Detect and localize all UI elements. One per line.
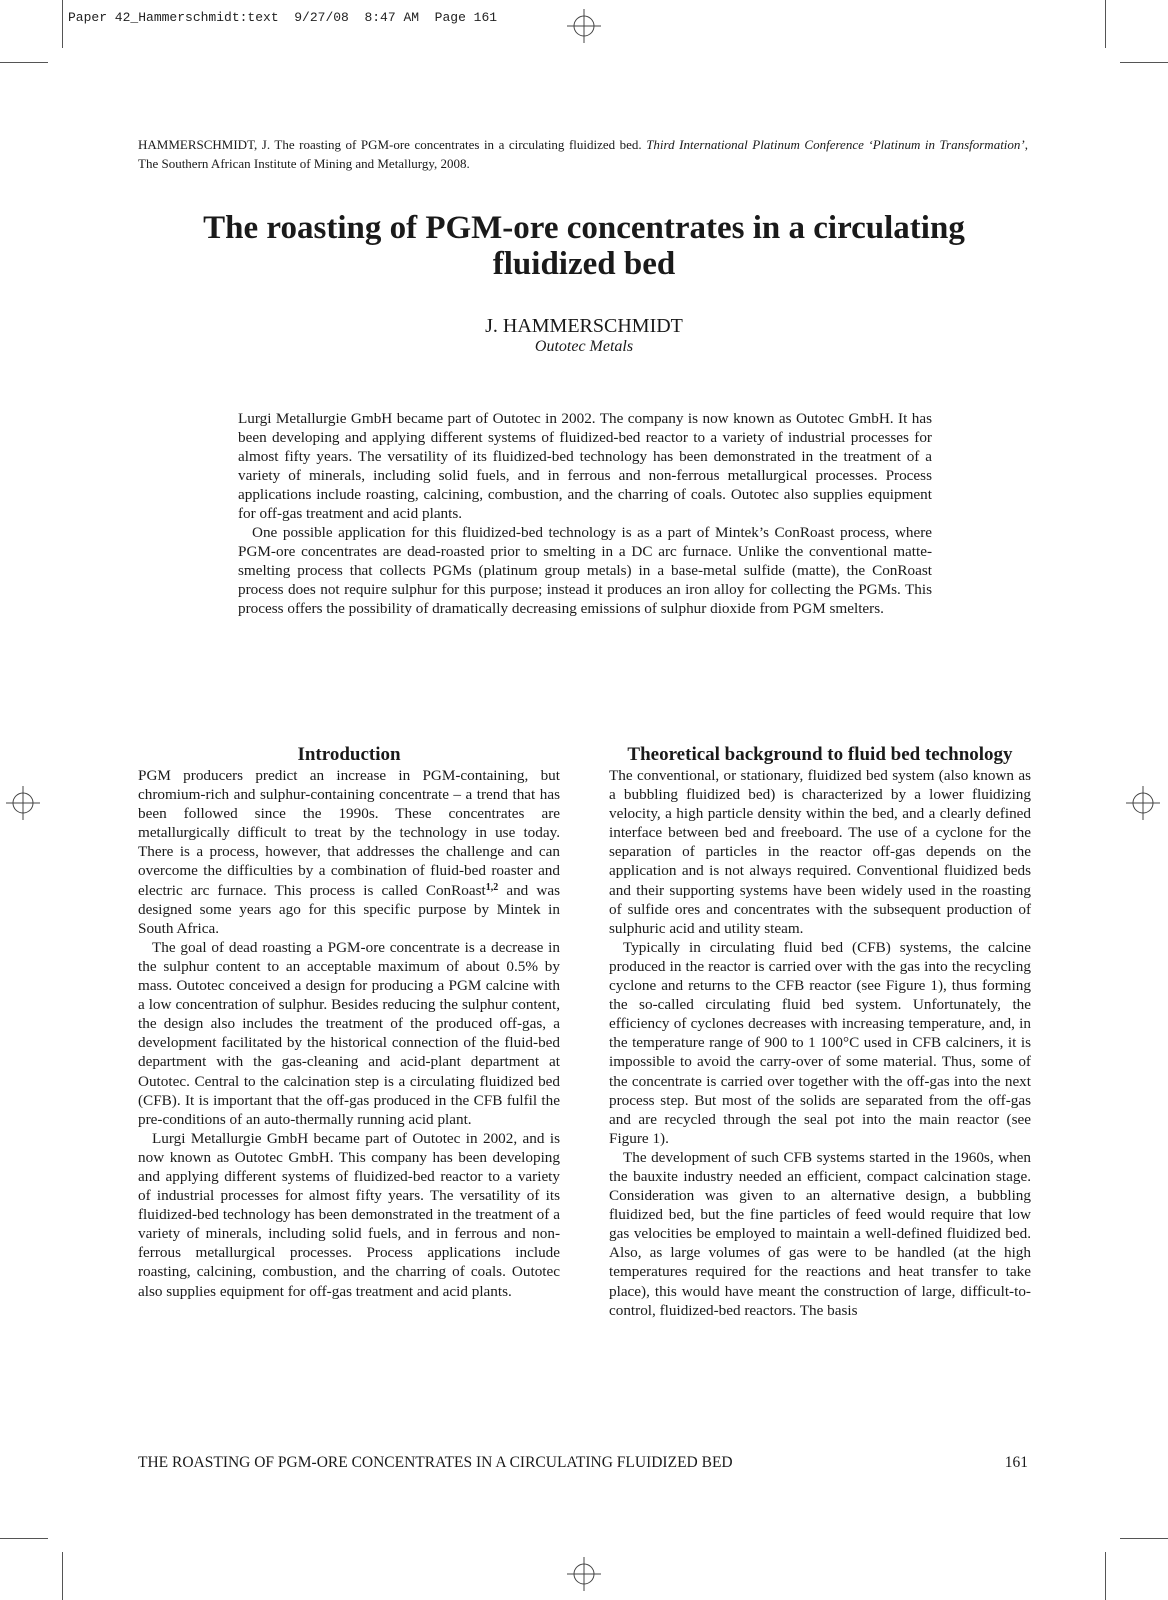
crop-mark-top-right-v: [1105, 0, 1106, 48]
body-paragraph: The conventional, or stationary, fluidized bed system (also known as a bubbling fluidized bed) is characterized by a lower fluidizing velocity, a high particle density within the bed, and a clearly defined interface between bed and freeboard. The use of a cyclone for the separation of particles in the reactor off-gas depends on the application and is not always required. Conventional fluidized beds and their supporting systems have been widely used in the roasting of sulfide ores and concentrates with the subsequent production of sulphuric acid and utility steam.: [609, 767, 1031, 937]
crop-mark-bottom-right-v: [1105, 1552, 1106, 1600]
theory-heading: Theoretical background to fluid bed technology: [627, 744, 1013, 765]
citation-prefix: HAMMERSCHMIDT, J. The roasting of PGM-ore concentrates in a circulating fluidized bed.: [138, 137, 647, 152]
registration-mark-bottom-icon: [567, 1557, 601, 1591]
page-number: 161: [1004, 1454, 1028, 1471]
introduction-heading: Introduction: [297, 744, 401, 765]
crop-mark-bottom-right-h: [1120, 1538, 1168, 1539]
citation-conference: Third International Platinum Conference ‘Platinum in Transformation’: [646, 137, 1025, 152]
reference-superscript: 1,2: [485, 881, 499, 893]
crop-mark-bottom-left-h: [0, 1538, 48, 1539]
body-paragraph: The goal of dead roasting a PGM-ore concentrate is a decrease in the sulphur content to an acceptable maximum of about 0.5% by mass. Outotec conceived a design for producing a PGM calcine with a low concentration of sulphur. Besides reducing the sulphur content, the design also includes the treatment of the produced off-gas, a development facilitated by the historical connection of the fluid-bed department with the gas-cleaning and acid-plant department at Outotec. Central to the calcination step is a circulating fluidized bed (CFB). It is important that the off-gas produced in the CFB fulfil the pre-conditions of an auto-thermally running acid plant.: [138, 938, 560, 1128]
body-paragraph: Lurgi Metallurgie GmbH became part of Outotec in 2002, and is now known as Outotec GmbH. This company has been developing and applying different systems of fluidized-bed reactor to a variety of industrial processes for almost fifty years. The versatility of its fluidized-bed technology has been demonstrated in the treatment of a variety of minerals, including solid fuels, and in ferrous and non-ferrous metallurgical processes. Process applications include roasting, calcining, combustion, and the charring of coals. Outotec also supplies equipment for off-gas treatment and acid plants.: [138, 1129, 560, 1300]
author-name: J. HAMMERSCHMIDT: [485, 315, 683, 337]
paragraph-text: and was designed some years ago for this specific purpose by Mintek in South Africa.: [138, 881, 560, 937]
registration-mark-top-icon: [567, 9, 601, 43]
body-paragraph: [138, 766, 560, 938]
theory-column: [609, 745, 1031, 1320]
crop-mark-top-right-h: [1120, 62, 1168, 63]
crop-mark-top-left-h: [0, 62, 48, 63]
print-slug: Paper 42_Hammerschmidt:text 9/27/08 8:47 AM Page 161: [68, 10, 498, 25]
body-paragraph: The development of such CFB systems started in the 1960s, when the bauxite industry needed an efficient, compact calcination stage. Consideration was given to an alternative design, a bubbling fluidized bed, but the fine particles of feed would require that low gas velocities be employed to maintain a well-defined fluidized bed. Also, as large volumes of gas were to be handled (at the high temperatures required for the reactions and heat transfer to take place), this would have meant the construction of large, difficult-to-control, fluidized-bed reactors. The basis: [609, 1148, 1031, 1319]
registration-mark-left-icon: [6, 786, 40, 820]
running-footer-title: THE ROASTING OF PGM-ORE CONCENTRATES IN A CIRCULATING FLUIDIZED BED: [138, 1454, 733, 1471]
crop-mark-top-left-v: [62, 0, 63, 48]
citation-suffix: , The Southern African Institute of Mining and Metallurgy, 2008.: [138, 137, 1028, 171]
citation: [138, 135, 1028, 173]
registration-mark-right-icon: [1126, 786, 1160, 820]
abstract-paragraph: Lurgi Metallurgie GmbH became part of Outotec in 2002. The company is now known as Outotec GmbH. It has been developing and applying different systems of fluidized-bed reactor to a variety of industrial processes for almost fifty years. The versatility of its fluidized-bed technology has been demonstrated in the treatment of a variety of minerals, including solid fuels, and in ferrous and non-ferrous metallurgical processes. Process applications include roasting, calcining, combustion, and the charring of coals. Outotec also supplies equipment for off-gas treatment and acid plants.: [238, 410, 932, 522]
author-affiliation: Outotec Metals: [534, 338, 634, 355]
paragraph-text: PGM producers predict an increase in PGM-containing, but chromium-rich and sulphur-containing concentrate – a trend that has been followed since the 1990s. These concentrates are metallurgically difficult to treat by the technology in use today. There is a process, however, that addresses the challenge and can overcome the difficulties by a combination of fluid-bed roaster and electric arc furnace. This process is called ConRoast: [138, 767, 560, 899]
abstract-paragraph: One possible application for this fluidized-bed technology is as a part of Mintek’s ConRoast process, where PGM-ore concentrates are dead-roasted prior to smelting in a DC arc furnace. Unlike the conventional matte-smelting process that collects PGMs (platinum group metals) in a base-metal sulfide (matte), the ConRoast process does not require sulphur for this purpose; instead it produces an iron alloy for collecting the PGMs. This process offers the possibility of dramatically decreasing emissions of sulphur dioxide from PGM smelters.: [238, 524, 932, 617]
abstract: [238, 409, 932, 618]
body-paragraph: Typically in circulating fluid bed (CFB) systems, the calcine produced in the reactor is carried over with the gas into the recycling cyclone and returns to the CFB reactor (see Figure 1), thus forming the so-called circulating fluid bed system. Unfortunately, the efficiency of cyclones decreases with increasing temperature, and, in the temperature range of 900 to 1 100°C used in CFB calciners, it is impossible to avoid the carry-over of some material. Thus, some of the concentrate is carried over together with the off-gas into the next process step. But most of the solids are separated from the off-gas and are recycled through the seal pot into the main reactor (see Figure 1).: [609, 938, 1031, 1147]
crop-mark-bottom-left-v: [62, 1552, 63, 1600]
paper-title: The roasting of PGM-ore concentrates in a circulating fluidized bed: [203, 210, 965, 282]
introduction-column: [138, 745, 560, 1301]
